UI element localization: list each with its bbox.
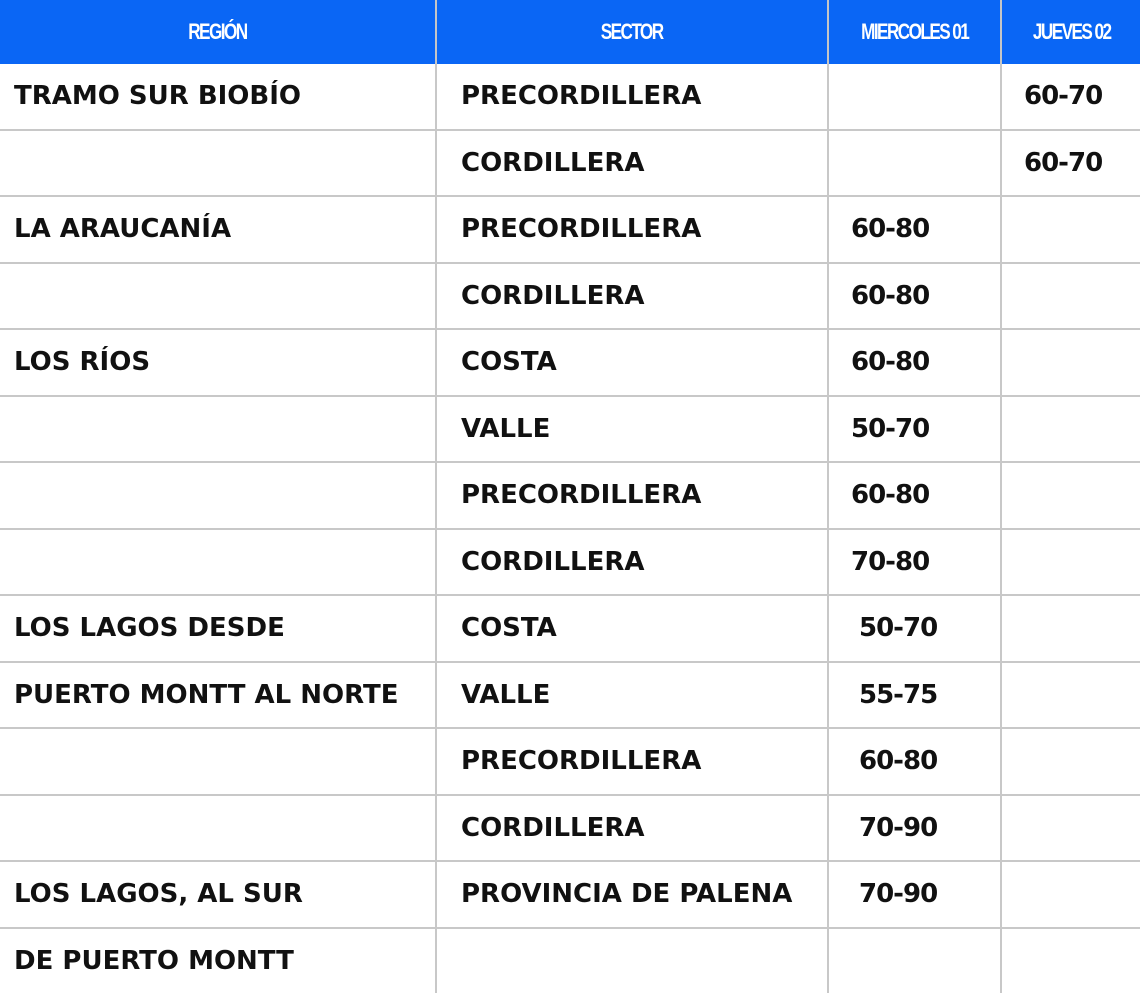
- sector-cell: COSTA: [436, 595, 828, 662]
- jueves-cell: [1001, 795, 1140, 862]
- jueves-cell: [1001, 196, 1140, 263]
- region-cell: LOS RÍOS: [0, 329, 436, 396]
- miercoles-cell: [828, 64, 1001, 130]
- sector-cell: PRECORDILLERA: [436, 64, 828, 130]
- table-header: [0, 0, 1140, 64]
- table-row: [0, 462, 1140, 529]
- jueves-cell: [1001, 662, 1140, 729]
- region-cell: [0, 795, 436, 862]
- jueves-cell: [1001, 462, 1140, 529]
- table-row: [0, 529, 1140, 596]
- sector-cell: VALLE: [436, 396, 828, 463]
- jueves-cell: [1001, 329, 1140, 396]
- miercoles-cell: 55-75: [828, 662, 1001, 729]
- sector-cell: CORDILLERA: [436, 795, 828, 862]
- sector-cell: PRECORDILLERA: [436, 196, 828, 263]
- region-cell: [0, 728, 436, 795]
- region-cell: [0, 130, 436, 197]
- table-row: [0, 396, 1140, 463]
- miercoles-cell: 60-80: [828, 462, 1001, 529]
- miercoles-cell: 50-70: [828, 595, 1001, 662]
- region-cell: DE PUERTO MONTT: [0, 928, 436, 993]
- table-row: [0, 196, 1140, 263]
- jueves-cell: 60-70: [1001, 130, 1140, 197]
- miercoles-cell: 60-80: [828, 329, 1001, 396]
- table-row: [0, 662, 1140, 729]
- miercoles-cell: 70-90: [828, 795, 1001, 862]
- sector-cell: CORDILLERA: [436, 130, 828, 197]
- region-cell: LOS LAGOS DESDE: [0, 595, 436, 662]
- region-cell: [0, 462, 436, 529]
- table-row: [0, 595, 1140, 662]
- region-cell: TRAMO SUR BIOBÍO: [14, 81, 302, 112]
- jueves-cell: [1001, 728, 1140, 795]
- sector-cell: PROVINCIA DE PALENA: [436, 861, 828, 928]
- table-row: [0, 728, 1140, 795]
- jueves-cell: [1001, 861, 1140, 928]
- table-row: [0, 329, 1140, 396]
- region-cell: LA ARAUCANÍA: [0, 196, 436, 263]
- sector-cell: [436, 928, 828, 993]
- miercoles-cell: 60-80: [828, 728, 1001, 795]
- miercoles-cell: 70-90: [828, 861, 1001, 928]
- header-sector: SECTOR: [436, 0, 828, 64]
- sector-cell: CORDILLERA: [436, 263, 828, 330]
- table-row: [0, 795, 1140, 862]
- miercoles-cell: [828, 928, 1001, 993]
- jueves-cell: 60-70: [1001, 64, 1140, 130]
- region-cell: LOS LAGOS, AL SUR: [0, 861, 436, 928]
- jueves-cell: [1001, 263, 1140, 330]
- header-miercoles: MIERCOLES 01: [828, 0, 1001, 64]
- table-row: [0, 263, 1140, 330]
- jueves-cell: [1001, 928, 1140, 993]
- table-row: [0, 130, 1140, 197]
- table-row: [0, 861, 1140, 928]
- header-row: [0, 0, 1140, 64]
- miercoles-cell: 60-80: [828, 196, 1001, 263]
- region-cell: [0, 529, 436, 596]
- header-region: REGIÓN: [0, 0, 436, 64]
- sector-cell: VALLE: [436, 662, 828, 729]
- sector-cell: CORDILLERA: [436, 529, 828, 596]
- sector-cell: PRECORDILLERA: [436, 462, 828, 529]
- header-jueves: JUEVES 02: [1001, 0, 1140, 64]
- miercoles-cell: [828, 130, 1001, 197]
- table-row: [0, 64, 1140, 130]
- miercoles-cell: 60-80: [828, 263, 1001, 330]
- sector-cell: COSTA: [436, 329, 828, 396]
- jueves-cell: [1001, 595, 1140, 662]
- jueves-cell: [1001, 529, 1140, 596]
- table-body: [0, 64, 1140, 993]
- region-cell: [0, 263, 436, 330]
- region-cell: PUERTO MONTT AL NORTE: [0, 662, 436, 729]
- miercoles-cell: 70-80: [828, 529, 1001, 596]
- table-row: [0, 928, 1140, 993]
- region-cell: [0, 396, 436, 463]
- miercoles-cell: 50-70: [828, 396, 1001, 463]
- sector-cell: PRECORDILLERA: [436, 728, 828, 795]
- jueves-cell: [1001, 396, 1140, 463]
